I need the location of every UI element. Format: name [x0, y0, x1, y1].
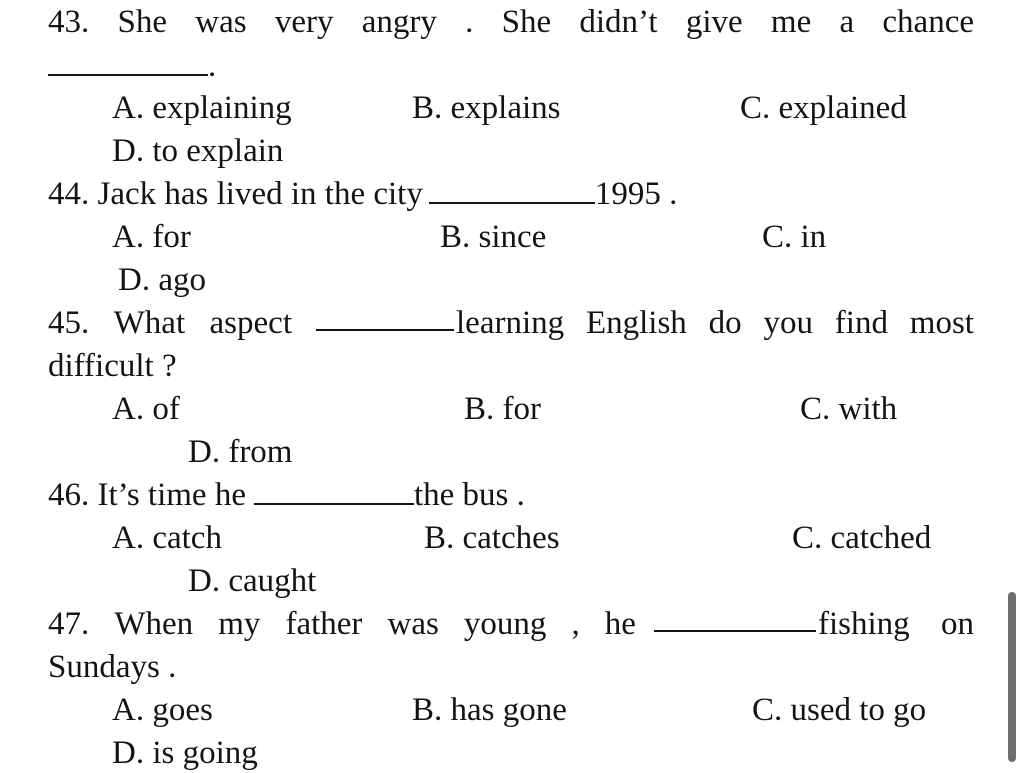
q45-word: do	[708, 305, 742, 341]
q47-stem-line2: Sundays .	[48, 649, 177, 685]
q43-word: angry	[361, 4, 437, 40]
q43-word: a	[839, 4, 855, 40]
answer-blank	[654, 604, 816, 632]
q43-word: didn’t	[579, 4, 658, 40]
q47-word: When	[114, 606, 194, 642]
q45-word: 45.	[48, 305, 90, 341]
q43-option-d: D. to explain	[112, 133, 284, 169]
q45-word: most	[909, 305, 974, 341]
scroll-indicator[interactable]	[1008, 592, 1016, 762]
q46-option-b: B. catches	[424, 520, 560, 556]
q47-stem-line1	[48, 604, 974, 644]
q43-word: She	[117, 4, 167, 40]
q46-option-a: A. catch	[112, 520, 222, 556]
q46-option-d: D. caught	[188, 563, 317, 599]
answer-blank	[429, 176, 595, 204]
q47-word: he	[604, 606, 636, 642]
q45-word: you	[763, 305, 813, 341]
q43-stem-line2	[48, 46, 216, 86]
q47-word: was	[387, 606, 439, 642]
q43-option-c: C. explained	[740, 90, 907, 126]
q43-word: give	[685, 4, 743, 40]
q44-option-c: C. in	[762, 219, 827, 255]
q45-option-c: C. with	[800, 391, 898, 427]
q45-word: aspect	[209, 305, 292, 341]
q47-option-c: C. used to go	[752, 692, 927, 728]
q47-word: fishing	[818, 606, 910, 642]
q47-word: young	[463, 606, 547, 642]
answer-blank	[48, 48, 208, 76]
q44-stem	[48, 174, 677, 214]
q47-left	[48, 604, 636, 644]
q45-left	[48, 303, 292, 343]
q46-stem-after: the bus .	[413, 477, 525, 513]
q47-word: on	[941, 606, 974, 642]
q45-right	[456, 303, 974, 343]
q44-option-a: A. for	[112, 219, 191, 255]
q45-word: learning	[456, 305, 565, 341]
q47-word: 47.	[48, 606, 90, 642]
q45-stem-line2: difficult ?	[48, 348, 177, 384]
q47-right	[818, 604, 974, 644]
q45-option-d: D. from	[188, 434, 293, 470]
q44-stem-before: 44. Jack has lived in the city	[48, 176, 423, 212]
answer-blank	[316, 303, 454, 331]
q43-stem-line1	[48, 2, 974, 42]
q47-option-b: B. has gone	[412, 692, 567, 728]
q43-option-a: A. explaining	[112, 90, 292, 126]
q45-word: What	[113, 305, 186, 341]
q44-option-d: D. ago	[118, 262, 206, 298]
q43-word: me	[770, 4, 812, 40]
q43-option-b: B. explains	[412, 90, 561, 126]
q45-stem-line1	[48, 303, 974, 343]
q47-option-d: D. is going	[112, 735, 258, 771]
q44-stem-after: 1995 .	[594, 176, 678, 212]
q45-word: find	[834, 305, 888, 341]
q47-word: father	[285, 606, 363, 642]
q43-word: .	[465, 4, 474, 40]
q46-stem-before: 46. It’s time he	[48, 477, 246, 513]
q46-option-c: C. catched	[792, 520, 932, 556]
q43-end-punct: .	[208, 48, 217, 84]
q43-word: 43.	[48, 4, 90, 40]
q46-stem	[48, 475, 525, 515]
q45-option-a: A. of	[112, 391, 180, 427]
q43-word: chance	[882, 4, 974, 40]
q47-word: ,	[571, 606, 580, 642]
q47-word: my	[218, 606, 261, 642]
q43-word: very	[274, 4, 334, 40]
q47-option-a: A. goes	[112, 692, 213, 728]
q43-word: was	[195, 4, 247, 40]
q45-option-b: B. for	[464, 391, 541, 427]
answer-blank	[254, 477, 414, 505]
q43-word: She	[501, 4, 552, 40]
q44-option-b: B. since	[440, 219, 547, 255]
q45-word: English	[585, 305, 687, 341]
